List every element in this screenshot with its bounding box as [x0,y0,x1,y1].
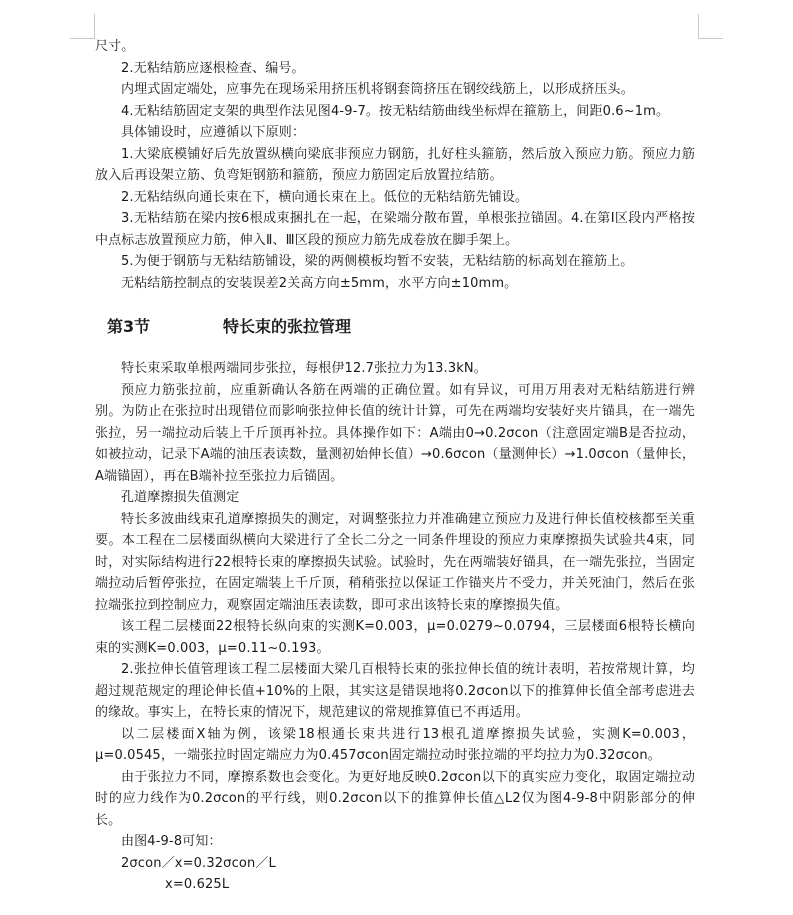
paragraph: 5.为便于钢筋与无粘结筋铺设，梁的两侧模板均暂不安装，无粘结筋的标高划在箍筋上。 [121,254,634,269]
paragraph: 1.大梁底模铺好后先放置纵横向梁底非预应力钢筋，扎好柱头箍筋，然后放入预应力筋。预应力筋放入后再设架立筋、负弯矩钢筋和箍筋，预应力筋固定后放置拉结筋。 [95,146,695,183]
paragraph: 该工程二层楼面22根特长纵向束的实测K=0.003，μ=0.0279~0.0794，三层楼面6根特长横向束的实测K=0.003，μ=0.11~0.193。 [95,619,695,656]
paragraph: 3.无粘结筋在梁内按6根成束捆扎在一起，在梁端分散布置，单根张拉锚固。4.在第Ⅰ区段内严格按中点标志放置预应力筋，伸入Ⅱ、Ⅲ区段的预应力筋先成卷放在脚手架上。 [95,211,695,248]
section-title: 特长束的张拉管理 [223,317,352,336]
paragraph: 以二层楼面X轴为例，该梁18根通长束共进行13根孔道摩擦损失试验，实测K=0.003，μ=0.0545，一端张拉时固定端应力为0.457σcon固定端拉动时张拉端的平均拉力为0.32σcon。 [95,726,695,763]
crop-mark-top-right [698,14,723,39]
paragraph: 预应力筋张拉前，应重新确认各筋在两端的正确位置。如有异议，可用万用表对无粘结筋进行辨别。为防止在张拉时出现错位而影响张拉伸长值的统计计算，可先在两端均安装好夹片锚具，在一端先张拉，另一端拉动后装上千斤顶再补拉。具体操作如下：A端由0→0.2σcon（注意固定端B是否拉动，如被拉动，记录下A端的油压表读数，量测初始伸长值）→0.6σcon（量测伸长）→1.0σcon（量伸长，A端锚固），再在B端补拉至张拉力后锚固。 [95,382,695,484]
paragraph: 无粘结筋控制点的安装误差2关高方向±5mm，水平方向±10mm。 [121,275,518,291]
paragraph: 尺寸。 [95,39,135,54]
paragraph: 2.无粘结筋应逐根检查、编号。 [121,60,305,76]
document-page [95,36,695,896]
formula: 2σcon／x=0.32σcon／L [121,855,276,871]
paragraph: 2.无粘结纵向通长束在下，横向通长束在上。低位的无粘结筋先铺设。 [121,189,529,205]
paragraph: 2.张拉伸长值管理该工程二层楼面大梁几百根特长束的张拉伸长值的统计表明，若按常规计算，均超过规范规定的理论伸长值+10%的上限，其实这是错误地将0.2σcon以下的推算伸长值全部考虑进去的缘故。事实上，在特长束的情况下，规范建议的常规推算值已不再适用。 [95,662,695,720]
section-heading [95,316,695,338]
formula: x=0.625L [165,877,230,892]
paragraph: 4.无粘结筋固定支架的典型作法见图4-9-7。按无粘结筋曲线坐标焊在箍筋上，间距0.6~1m。 [121,103,670,119]
crop-mark-top-left [70,14,95,39]
paragraph: 内埋式固定端处，应事先在现场采用挤压机将钢套筒挤压在钢绞线筋上，以形成挤压头。 [121,82,634,97]
paragraph: 由于张拉力不同，摩擦系数也会变化。为更好地反映0.2σcon以下的真实应力变化，取固定端拉动时的应力线作为0.2σcon的平行线，则0.2σcon以下的推算伸长值△L2仅为图4-9-8中阴影部分的伸长。 [95,769,695,828]
paragraph: 特长多波曲线束孔道摩擦损失的测定，对调整张拉力并准确建立预应力及进行伸长值校核都至关重要。本工程在二层楼面纵横向大梁进行了全长二分之一同条件埋设的预应力束摩擦损失试验共4束，同时，对实际结构进行22根特长束的摩擦损失试验。试验时，先在两端装好锚具，在一端先张拉，当固定端拉动后暂停张拉，在固定端装上千斤顶，稍稍张拉以保证工作锚夹片不受力，并关死油门，然后在张拉端张拉到控制应力，观察固定端油压表读数，即可求出该特长束的摩擦损失值。 [95,511,695,613]
subheading: 孔道摩擦损失值测定 [121,490,240,505]
section-number: 第3节 [107,317,151,336]
paragraph: 特长束采取单根两端同步张拉，每根伊12.7张拉力为13.3kN。 [121,361,487,376]
paragraph: 由图4-9-8可知： [121,834,222,849]
paragraph: 具体铺设时，应遵循以下原则： [121,125,306,140]
